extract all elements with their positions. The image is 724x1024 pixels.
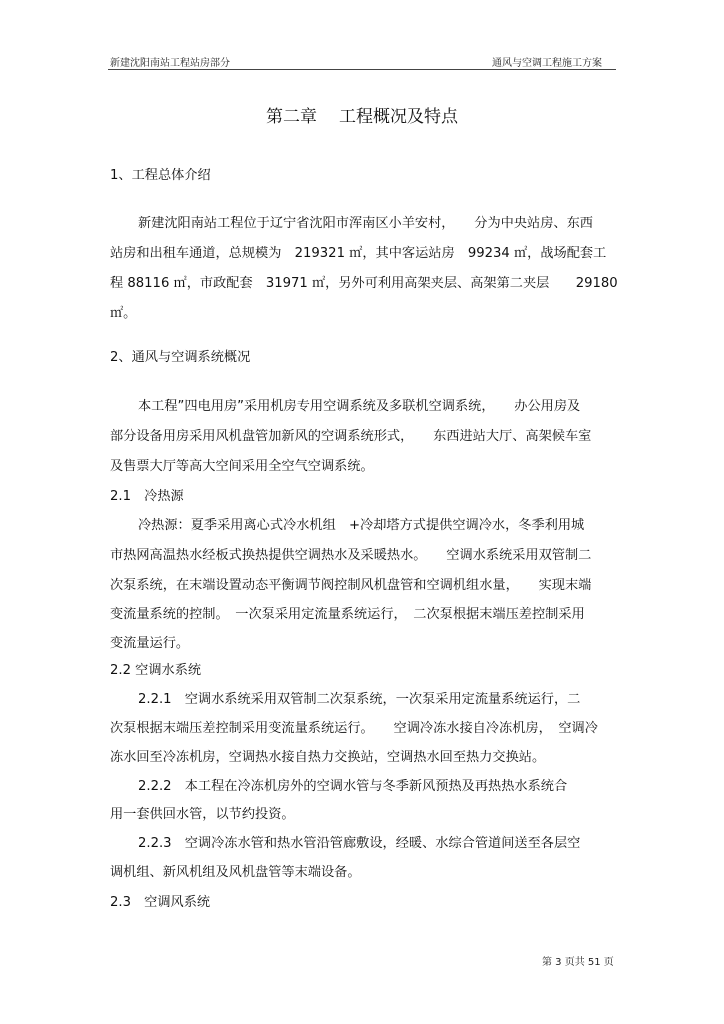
paragraph-line: 冻水回至冷冻机房，空调热水接自热力交换站，空调热水回至热力交换站。: [110, 750, 546, 765]
page-number: 第 3 页共 51 页: [542, 957, 614, 968]
chapter-name: 工程概况及特点: [339, 107, 458, 127]
paragraph-line: 市热网高温热水经板式换热提供空调热水及采暖热水。 空调水系统采用双管制二: [110, 548, 592, 563]
paragraph-line: 调机组、新风机组及风机盘管等末端设备。: [110, 865, 361, 880]
header-left-title: 新建沈阳南站工程站房部分: [110, 58, 230, 69]
subsection-heading-2-3: 2.3 空调风系统: [110, 895, 211, 910]
paragraph-line: 冷热源：夏季采用离心式冷水机组 +冷却塔方式提供空调冷水，冬季利用城: [138, 518, 585, 533]
chapter-title: [0, 102, 724, 127]
paragraph-line: 本工程”四电用房”采用机房专用空调系统及多联机空调系统， 办公用房及: [138, 399, 581, 414]
header-right-title: 通风与空调工程施工方案: [492, 58, 602, 69]
paragraph-line: 站房和出租车通道，总规模为 219321 ㎡，其中客运站房 99234 ㎡，战场配套工: [110, 246, 607, 261]
paragraph-line: 及售票大厅等高大空间采用全空气空调系统。: [110, 459, 374, 474]
paragraph-line: 2.2.2 本工程在冷冻机房外的空调水管与冬季新风预热及再热热水系统合: [138, 779, 568, 794]
paragraph-line: 部分设备用房采用风机盘管加新风的空调系统形式， 东西进站大厅、高架候车室: [110, 429, 592, 444]
section-heading-2: 2、通风与空调系统概况: [110, 350, 251, 365]
paragraph-line: 变流量运行。: [110, 636, 190, 651]
paragraph-line: 2.2.3 空调冷冻水管和热水管沿管廊敷设，经暖、水综合管道间送至各层空: [138, 836, 581, 851]
paragraph-line: 次泵系统，在末端设置动态平衡调节阀控制风机盘管和空调机组水量， 实现末端: [110, 578, 592, 593]
paragraph-line: 变流量系统的控制。 一次泵采用定流量系统运行， 二次泵根据末端压差控制采用: [110, 607, 585, 622]
subsection-heading-2-2: 2.2 空调水系统: [110, 663, 202, 678]
section-heading-1: 1、工程总体介绍: [110, 168, 211, 183]
chapter-number: 第二章: [266, 107, 317, 127]
paragraph-line: 用一套供回水管，以节约投资。: [110, 807, 295, 822]
paragraph-line: 次泵根据末端压差控制采用变流量系统运行。 空调冷冻水接自冷冻机房， 空调冷: [110, 721, 598, 736]
subsection-heading-2-1: 2.1 冷热源: [110, 489, 184, 504]
paragraph-line: 新建沈阳南站工程位于辽宁省沈阳市浑南区小羊安村， 分为中央站房、东西: [138, 216, 593, 231]
paragraph-line: 2.2.1 空调水系统采用双管制二次泵系统，一次泵采用定流量系统运行，二: [138, 692, 581, 707]
paragraph-line: ㎡。: [110, 306, 137, 321]
header-divider: [108, 69, 616, 70]
paragraph-line: 程 88116 ㎡，市政配套 31971 ㎡，另外可利用高架夹层、高架第二夹层 29180: [110, 276, 618, 291]
